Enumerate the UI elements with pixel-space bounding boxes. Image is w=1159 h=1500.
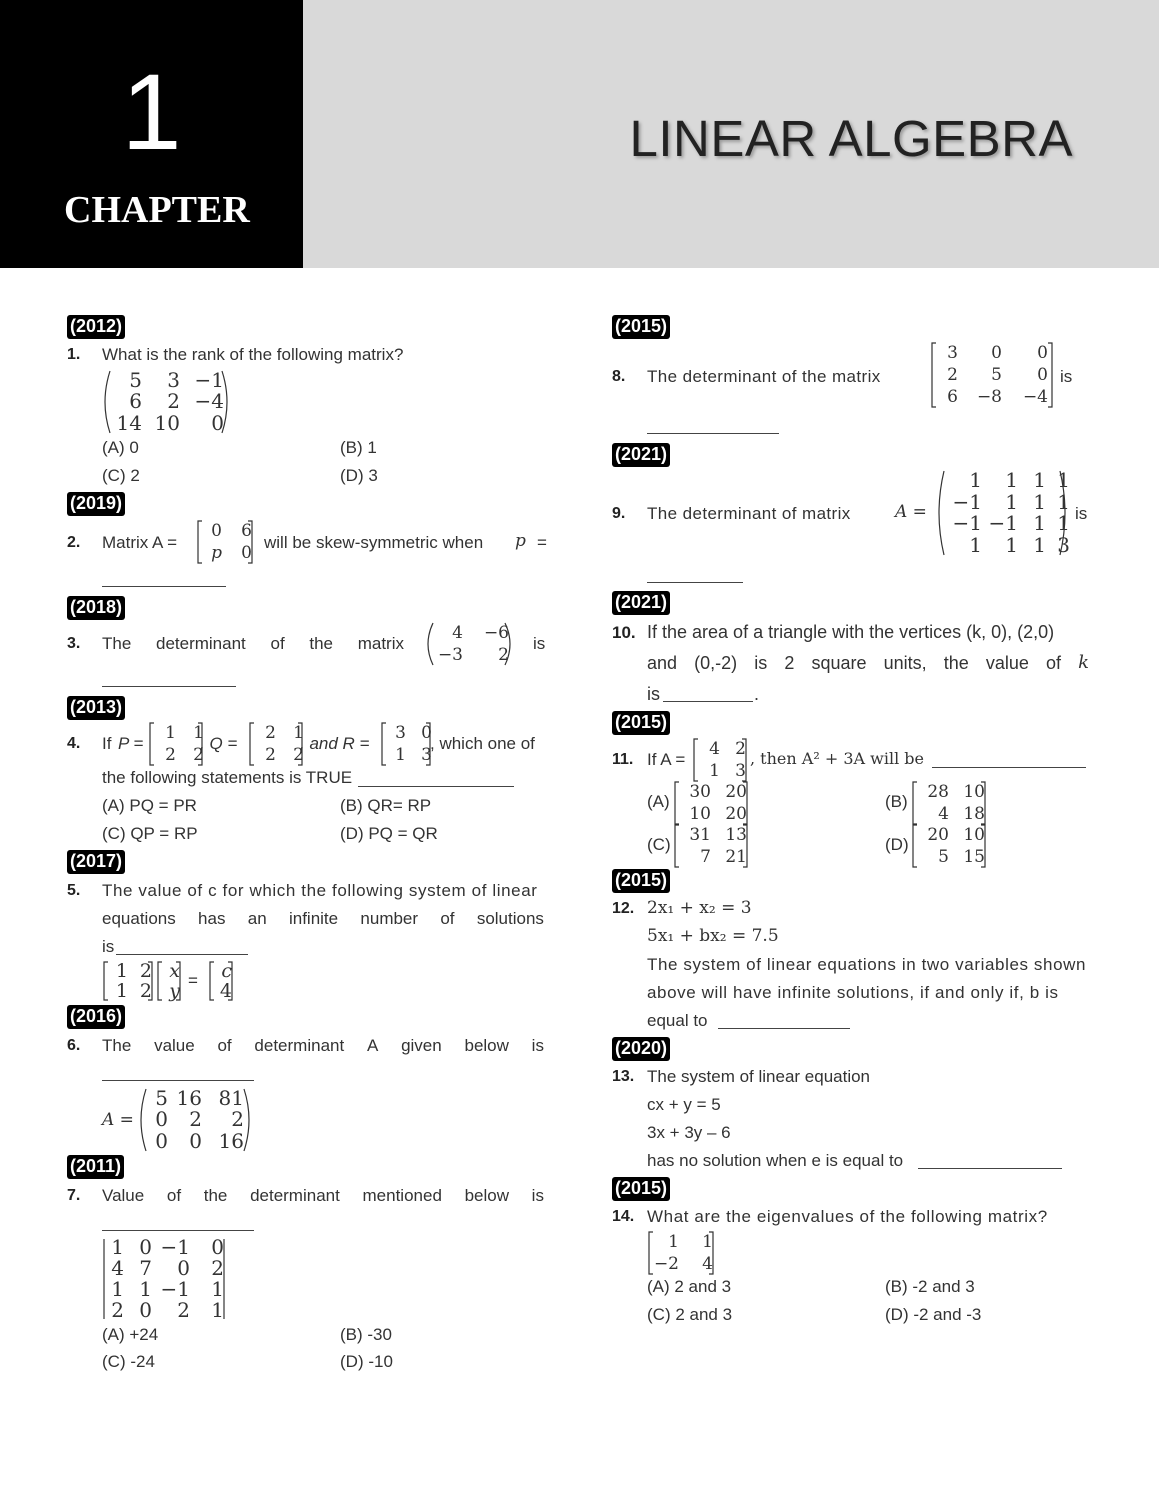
word: of: [270, 634, 285, 653]
answer-blank: [932, 767, 1086, 768]
matrix-cell: 1: [115, 960, 128, 982]
equals-sign: =: [537, 533, 547, 552]
matrix-cells: [679, 781, 747, 825]
question-text: If the area of a triangle with the vertices (k, 0), (2,0): [647, 622, 1055, 642]
option-a: (A) PQ = PR: [102, 796, 197, 815]
right-parenthesis: [244, 1089, 249, 1151]
matrix-cell: 0: [211, 1235, 224, 1259]
matrix-cell: 4: [219, 980, 232, 1002]
matrix-cell: 7: [139, 1256, 152, 1280]
option-a: (A) +24: [102, 1325, 159, 1344]
matrix-cell: 1: [115, 980, 128, 1002]
matrix: [930, 342, 1054, 408]
matrix-cell: −2: [653, 1254, 679, 1274]
question-text: will be skew-symmetric when: [264, 533, 484, 552]
word: number: [360, 909, 419, 928]
matrix-cell: c: [221, 960, 232, 982]
matrix-cell: 0: [991, 343, 1002, 363]
matrix-cells: [202, 520, 252, 564]
year-tag: (2018): [67, 596, 125, 620]
matrix-cells: [214, 961, 232, 1001]
word: (0,-2): [694, 653, 738, 673]
word: value: [985, 653, 1029, 673]
matrix-cell: 1: [1005, 489, 1018, 514]
matrix-cell: 2: [165, 745, 176, 765]
matrix-cell: 6: [947, 387, 958, 407]
matrix-cell: 0: [139, 1235, 152, 1259]
matrix-cells: [917, 824, 985, 868]
option-d: (D) PQ = QR: [340, 824, 438, 843]
matrix-cell: 5: [991, 365, 1002, 385]
matrix-cell: 2: [111, 1298, 124, 1322]
matrix-cell: −1: [988, 511, 1018, 535]
matrix-cell: 3: [395, 723, 406, 743]
matrix-cell: 0: [1037, 365, 1048, 385]
word: below: [464, 1036, 509, 1055]
matrix-cell: 6: [129, 389, 142, 414]
question-text: is: [533, 634, 546, 653]
matrix-cell: −4: [1022, 387, 1048, 407]
matrix-cell: 3: [421, 745, 432, 765]
year-tag: (2016): [67, 1005, 125, 1029]
word: determinant: [250, 1186, 340, 1205]
question-number: 11.: [612, 751, 634, 768]
matrix-cell: 3: [1057, 532, 1070, 557]
matrix-cell: 3: [167, 368, 180, 392]
matrix-cells: [679, 824, 747, 868]
text-line: above will have infinite solutions, if and only if, b is: [647, 983, 1059, 1002]
question-text: is: [102, 937, 115, 956]
question-text: What is the rank of the following matrix?: [102, 345, 404, 364]
matrix-cell: −1: [952, 489, 982, 514]
option-d: (D) -2 and -3: [885, 1305, 982, 1324]
matrix-cell: 6: [241, 521, 252, 541]
matrix-cell: 2: [193, 745, 204, 765]
matrix-cell: −6: [483, 623, 509, 643]
option-d: (D) 3: [340, 466, 378, 485]
word: of: [166, 1186, 182, 1205]
matrix: [102, 370, 230, 434]
year-tag: (2013): [67, 696, 125, 720]
matrix-cell: 4: [938, 804, 949, 824]
word: is: [754, 653, 768, 673]
question-number: 12.: [612, 900, 635, 917]
matrix-cell: 1: [111, 1277, 124, 1301]
word: determinant: [156, 634, 246, 653]
matrix-cell: 1: [139, 1277, 152, 1301]
matrix-cells: [154, 722, 204, 766]
matrix-cell: 1: [1033, 511, 1046, 535]
word: and: [647, 653, 678, 673]
question-text: is: [1060, 367, 1073, 386]
word: infinite: [288, 909, 339, 928]
option-d-matrix: [911, 824, 987, 868]
matrix-cell: 0: [211, 410, 224, 435]
word: of: [440, 909, 455, 928]
matrix-cell: 1: [1057, 489, 1070, 514]
question-text: [102, 881, 544, 901]
matrix-variables: [156, 961, 182, 1001]
option-c-matrix: [673, 824, 749, 868]
option-a: (A) 2 and 3: [647, 1277, 732, 1296]
equals-sign: =: [188, 971, 198, 990]
equation: cx + y = 5: [647, 1095, 721, 1114]
matrix-cells: [108, 1237, 224, 1321]
word: of: [1045, 653, 1061, 673]
matrix: [692, 738, 748, 782]
variable-p: p: [515, 531, 526, 551]
equation: 5x₁ + bx₂ = 7.5: [647, 926, 779, 946]
question-text: has no solution when e is equal to: [647, 1151, 904, 1170]
question-text: , which one of: [430, 734, 535, 753]
matrix-cell: 5: [938, 847, 949, 867]
matrix-cell: 1: [1005, 532, 1018, 557]
question-number: 3.: [67, 635, 81, 652]
matrix-cell: 14: [116, 410, 142, 435]
question-text: [647, 653, 1089, 673]
matrix-cell: −4: [194, 389, 224, 414]
question-text: If: [102, 734, 112, 753]
matrix-cell: y: [169, 980, 180, 1002]
option-b: (B) QR= RP: [340, 796, 432, 815]
matrix-cell: 1: [1057, 511, 1070, 535]
matrix-cell: 2: [139, 960, 152, 982]
matrix-cell: 2: [498, 645, 509, 665]
answer-blank: [102, 1230, 254, 1231]
matrix-cell: p: [211, 543, 222, 563]
question-number: 9.: [612, 505, 626, 522]
matrix-cell: 2: [265, 723, 276, 743]
label-r: , and R =: [300, 734, 370, 753]
word: matrix: [357, 634, 404, 653]
matrix-cell: 1: [1033, 468, 1046, 492]
matrix-cells: [942, 470, 1070, 556]
matrix-cell: 4: [452, 623, 463, 643]
answer-blank: [918, 1168, 1062, 1169]
matrix-cell: 1: [211, 1298, 224, 1322]
word: solutions: [476, 909, 544, 928]
matrix-cell: 0: [211, 521, 222, 541]
year-tag: (2017): [67, 850, 125, 874]
matrix-cell: x: [169, 960, 180, 982]
matrix-cell: 20: [725, 804, 747, 824]
option-c: (C) -24: [102, 1352, 155, 1371]
question-text: is: [647, 684, 660, 704]
option-c: (C) 2 and 3: [647, 1305, 733, 1324]
word: value: [154, 1036, 195, 1055]
right-bracket: [1048, 343, 1052, 407]
matrix-cell: 4: [709, 739, 720, 759]
matrix-constants: [208, 961, 234, 1001]
matrix-cell: 2: [231, 1107, 244, 1132]
matrix-cells: [162, 961, 180, 1001]
word: A: [366, 1036, 379, 1055]
word: mentioned: [362, 1186, 442, 1205]
word: given: [401, 1036, 442, 1055]
answer-blank: [647, 433, 779, 434]
matrix-cell: 0: [155, 1128, 168, 1153]
matrix-cell: 1: [293, 723, 304, 743]
matrix-cell: 2: [139, 980, 152, 1002]
matrix-cell: 2: [177, 1298, 190, 1322]
matrix-cells: [917, 781, 985, 825]
word: is: [531, 1186, 544, 1205]
word: the: [203, 1186, 228, 1205]
option-b: (B) -2 and 3: [885, 1277, 975, 1296]
text-line: The system of linear equations in two variables shown: [647, 955, 1087, 974]
matrix-cell: 10: [963, 782, 985, 802]
option-b: (B): [885, 792, 908, 811]
matrix-cell: 1: [969, 532, 982, 557]
question-number: 7.: [67, 1187, 81, 1204]
equation: 3x + 3y – 6: [647, 1123, 731, 1142]
matrix-cell: 3: [947, 343, 958, 363]
word: Value: [102, 1186, 145, 1205]
question-text: The determinant of matrix: [647, 504, 851, 523]
question-text: [647, 983, 1089, 1003]
text-line: The value of c for which the following system of linear: [102, 881, 538, 900]
word: of: [217, 1036, 232, 1055]
matrix-cell: 1: [1005, 468, 1018, 492]
matrix-cell: 4: [111, 1256, 124, 1280]
matrix-cell: −3: [437, 645, 463, 665]
question-number: 8.: [612, 368, 626, 385]
question-text: is: [1075, 504, 1088, 523]
matrix-cell: 15: [963, 847, 985, 867]
option-a-matrix: [673, 781, 749, 825]
question-text: [102, 909, 544, 929]
matrix-cell: 2: [947, 365, 958, 385]
matrix: [647, 1231, 715, 1275]
word: has: [198, 909, 226, 928]
matrix-cell: 0: [139, 1298, 152, 1322]
question-number: 6.: [67, 1037, 81, 1054]
option-c: (C) QP = RP: [102, 824, 198, 843]
matrix-cell: −1: [194, 368, 224, 392]
matrix-cell: 2: [735, 739, 746, 759]
question-text: .: [754, 684, 760, 704]
word: The: [102, 1036, 132, 1055]
label-p: P =: [118, 734, 144, 753]
matrix-cell: 0: [177, 1256, 190, 1280]
chapter-label: CHAPTER: [64, 189, 250, 231]
word: an: [247, 909, 267, 928]
matrix-cell: 10: [154, 410, 180, 435]
matrix-cell: 1: [165, 723, 176, 743]
matrix-cell: 3: [735, 761, 746, 781]
matrix-cell: 10: [689, 804, 711, 824]
matrix-cells: [108, 961, 152, 1001]
matrix-cells: [698, 738, 746, 782]
matrix-cell: 1: [395, 745, 406, 765]
year-tag: (2019): [67, 492, 125, 516]
year-tag: (2012): [67, 315, 125, 339]
equation: 2x₁ + x₂ = 3: [647, 898, 752, 918]
option-b-matrix: [911, 781, 987, 825]
matrix-cell: 2: [189, 1107, 202, 1132]
matrix-cell: 18: [963, 804, 985, 824]
matrix-cell: 1: [111, 1235, 124, 1259]
matrix-cell: 0: [421, 723, 432, 743]
question-text: [647, 1207, 1089, 1227]
answer-blank: [102, 1080, 254, 1081]
answer-blank: [116, 954, 248, 955]
year-tag: (2015): [612, 711, 670, 735]
matrix-cell: 4: [702, 1254, 713, 1274]
matrix-r: [380, 722, 432, 766]
matrix-label: A =: [102, 1110, 134, 1130]
word: determinant: [254, 1036, 345, 1055]
matrix-cells: [144, 1088, 244, 1152]
matrix-cell: 1: [969, 468, 982, 492]
label-q: , Q =: [200, 734, 238, 753]
question-text: equal to: [647, 1011, 708, 1030]
question-number: 2.: [67, 534, 81, 551]
question-text: If A =: [647, 750, 686, 769]
question-number: 13.: [612, 1068, 635, 1085]
text-line: What are the eigenvalues of the following matrix?: [647, 1207, 1048, 1226]
question-text: [102, 634, 404, 654]
matrix-cells: [386, 722, 432, 766]
answer-blank: [647, 582, 743, 583]
option-a: (A) 0: [102, 438, 139, 457]
question-number: 5.: [67, 882, 81, 899]
question-text: Matrix A =: [102, 533, 178, 552]
matrix-cell: 2: [293, 745, 304, 765]
question-number: 4.: [67, 735, 81, 752]
word: The: [102, 634, 132, 653]
option-c: (C): [647, 835, 671, 854]
matrix-cell: 30: [689, 782, 711, 802]
matrix-cell: 20: [725, 782, 747, 802]
matrix-cell: 1: [668, 1232, 679, 1252]
option-d: (D): [885, 835, 909, 854]
answer-blank: [358, 786, 514, 787]
year-tag: (2015): [612, 869, 670, 893]
question-text: , then A² + 3A will be: [750, 749, 924, 768]
matrix-cell: 31: [689, 825, 711, 845]
chapter-number: 1: [121, 51, 182, 172]
matrix-cell: 0: [241, 543, 252, 563]
word: square: [811, 653, 867, 673]
matrix-p: [148, 722, 204, 766]
matrix-cell: 10: [963, 825, 985, 845]
matrix-cell: 13: [725, 825, 747, 845]
year-tag: (2020): [612, 1037, 670, 1061]
option-b: (B) 1: [340, 438, 377, 457]
answer-blank: [102, 686, 236, 687]
matrix-cell: 7: [700, 847, 711, 867]
matrix-cell: 1: [193, 723, 204, 743]
option-b: (B) -30: [340, 1325, 392, 1344]
matrix-cell: 0: [155, 1107, 168, 1132]
matrix-cell: 20: [927, 825, 949, 845]
chapter-title: LINEAR ALGEBRA: [629, 110, 1073, 167]
word: is: [531, 1036, 544, 1055]
year-tag: (2011): [67, 1155, 124, 1179]
matrix-cell: 0: [189, 1128, 202, 1153]
matrix-cells: [108, 370, 224, 434]
word: the: [309, 634, 334, 653]
question-text: The determinant of the matrix: [647, 367, 881, 386]
year-tag: (2021): [612, 591, 670, 615]
matrix-cell: 1: [709, 761, 720, 781]
variable-k: k: [1078, 652, 1089, 673]
question-text: the following statements is TRUE: [102, 768, 353, 787]
word: units,: [883, 653, 927, 673]
matrix-label: A =: [895, 502, 927, 522]
year-tag: (2015): [612, 1177, 670, 1201]
matrix: [138, 1088, 252, 1152]
matrix-cell: 2: [211, 1256, 224, 1280]
answer-blank: [102, 586, 226, 587]
matrix: [936, 470, 1068, 556]
word: equations: [102, 909, 176, 928]
matrix: [196, 520, 254, 564]
word: below: [464, 1186, 509, 1205]
year-tag: (2015): [612, 315, 670, 339]
determinant-matrix: [102, 1237, 226, 1321]
matrix-cell: 21: [725, 847, 747, 867]
matrix-cell: 1: [211, 1277, 224, 1301]
question-number: 14.: [612, 1208, 635, 1225]
matrix-cells: [936, 342, 1048, 408]
matrix-coefficients: [102, 961, 154, 1001]
answer-blank: [663, 701, 753, 702]
matrix-cell: 2: [265, 745, 276, 765]
matrix-cell: 28: [927, 782, 949, 802]
matrix-cell: 1: [702, 1232, 713, 1252]
matrix-cell: 16: [218, 1128, 244, 1153]
answer-blank: [718, 1028, 850, 1029]
matrix-cell: 5: [129, 368, 142, 392]
matrix-cell: 1: [1033, 489, 1046, 514]
matrix-cell: 1: [1057, 468, 1070, 492]
matrix-cell: 0: [1037, 343, 1048, 363]
year-tag: (2021): [612, 443, 670, 467]
question-text: The system of linear equation: [647, 1067, 871, 1086]
option-a: (A): [647, 792, 670, 811]
matrix-cell: 1: [1033, 532, 1046, 557]
word: 2: [784, 653, 795, 673]
question-number: 10.: [612, 623, 636, 642]
option-c: (C) 2: [102, 466, 140, 485]
matrix-cell: −1: [952, 511, 982, 535]
question-number: 1.: [67, 346, 81, 363]
matrix-cells: [653, 1231, 713, 1275]
matrix-cell: 2: [167, 389, 180, 414]
matrix-cell: 5: [155, 1086, 168, 1110]
matrix: [425, 622, 513, 666]
matrix-cell: 16: [176, 1086, 202, 1110]
question-text: [102, 1186, 544, 1206]
word: the: [943, 653, 969, 673]
option-d: (D) -10: [340, 1352, 393, 1371]
question-text: [647, 955, 1089, 975]
matrix-cell: −8: [976, 387, 1002, 407]
question-text: [102, 1036, 544, 1056]
matrix-cells: [431, 622, 509, 666]
matrix-q: [248, 722, 304, 766]
matrix-cell: 81: [218, 1086, 244, 1110]
matrix-cell: −1: [160, 1277, 190, 1301]
matrix-cells: [254, 722, 304, 766]
matrix-cell: −1: [160, 1235, 190, 1259]
